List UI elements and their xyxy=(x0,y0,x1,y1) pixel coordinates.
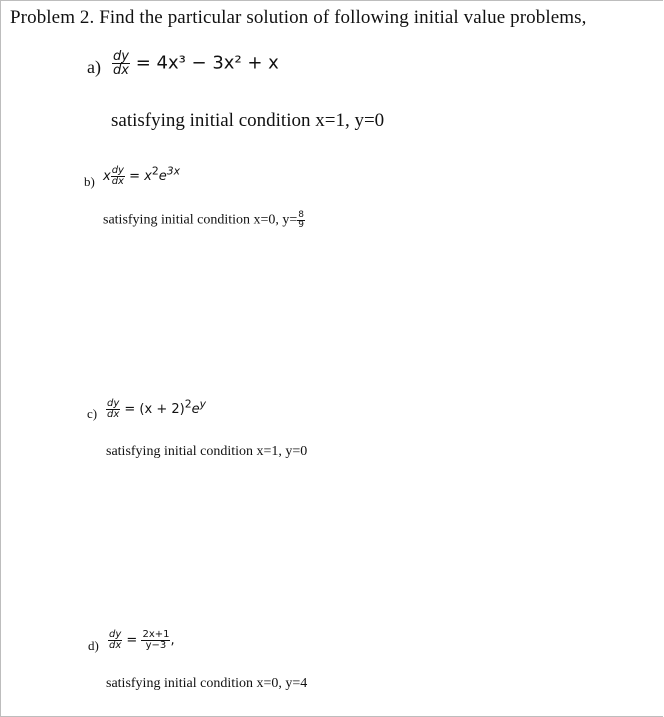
part-d-label: d) xyxy=(88,638,99,653)
part-a-dx: dx xyxy=(113,63,129,78)
part-d-equation xyxy=(108,630,175,651)
part-b-x-prefix: x xyxy=(103,169,111,184)
part-b-condition-fraction xyxy=(297,211,305,230)
part-b-label: b) xyxy=(84,174,95,189)
part-d-eq-sign: = xyxy=(126,633,138,648)
part-d-condition: satisfying initial condition x=0, y=4 xyxy=(106,676,308,691)
part-c-rhs: = (x + 2) xyxy=(124,402,185,417)
part-c-label: c) xyxy=(87,406,98,421)
part-b-dy: dy xyxy=(111,165,124,176)
part-b-rhs-e: e xyxy=(158,169,167,184)
part-b-cond-den: 9 xyxy=(298,220,305,230)
part-c-rhs-exp1: 2 xyxy=(184,397,192,411)
part-a-rhs: = 4x³ − 3x² + x xyxy=(135,52,279,74)
part-d-dy: dy xyxy=(109,629,122,640)
part-d-rhs-fraction xyxy=(141,630,170,651)
part-b-dx: dx xyxy=(111,176,124,187)
part-b-rhs-exp2: 3x xyxy=(166,164,181,178)
part-b-eq-sign: = xyxy=(129,169,141,184)
part-a-label: a) xyxy=(87,57,101,77)
part-b-condition xyxy=(103,211,305,230)
part-c-rhs-e: e xyxy=(191,402,200,417)
part-b-condition-text: satisfying initial condition x=0, y= xyxy=(103,212,298,228)
part-a-derivative xyxy=(112,50,130,77)
part-c-derivative xyxy=(106,399,120,420)
part-c-rhs-exp2: y xyxy=(199,397,207,411)
part-d-derivative xyxy=(108,630,122,651)
part-b-derivative xyxy=(111,166,125,187)
part-d-rhs-num: 2x+1 xyxy=(142,629,170,640)
part-d-rhs-tail: , xyxy=(170,633,175,648)
part-a-condition: satisfying initial condition x=1, y=0 xyxy=(111,110,385,131)
part-d-dx: dx xyxy=(109,640,122,651)
part-c-condition: satisfying initial condition x=1, y=0 xyxy=(106,444,308,459)
part-a-equation xyxy=(112,50,279,77)
part-b-rhs-exp1: 2 xyxy=(151,164,159,178)
part-c-dy: dy xyxy=(107,398,120,409)
part-d-rhs-den: y−3 xyxy=(141,640,170,651)
part-b-cond-num: 8 xyxy=(298,210,305,220)
part-c-equation xyxy=(106,399,206,420)
part-b-equation xyxy=(103,166,180,187)
part-c-dx: dx xyxy=(107,409,120,420)
problem-title: Problem 2. Find the particular solution of following initial value problems, xyxy=(10,7,587,28)
part-a-dy: dy xyxy=(113,49,129,64)
part-b-rhs-base: x xyxy=(144,169,152,184)
